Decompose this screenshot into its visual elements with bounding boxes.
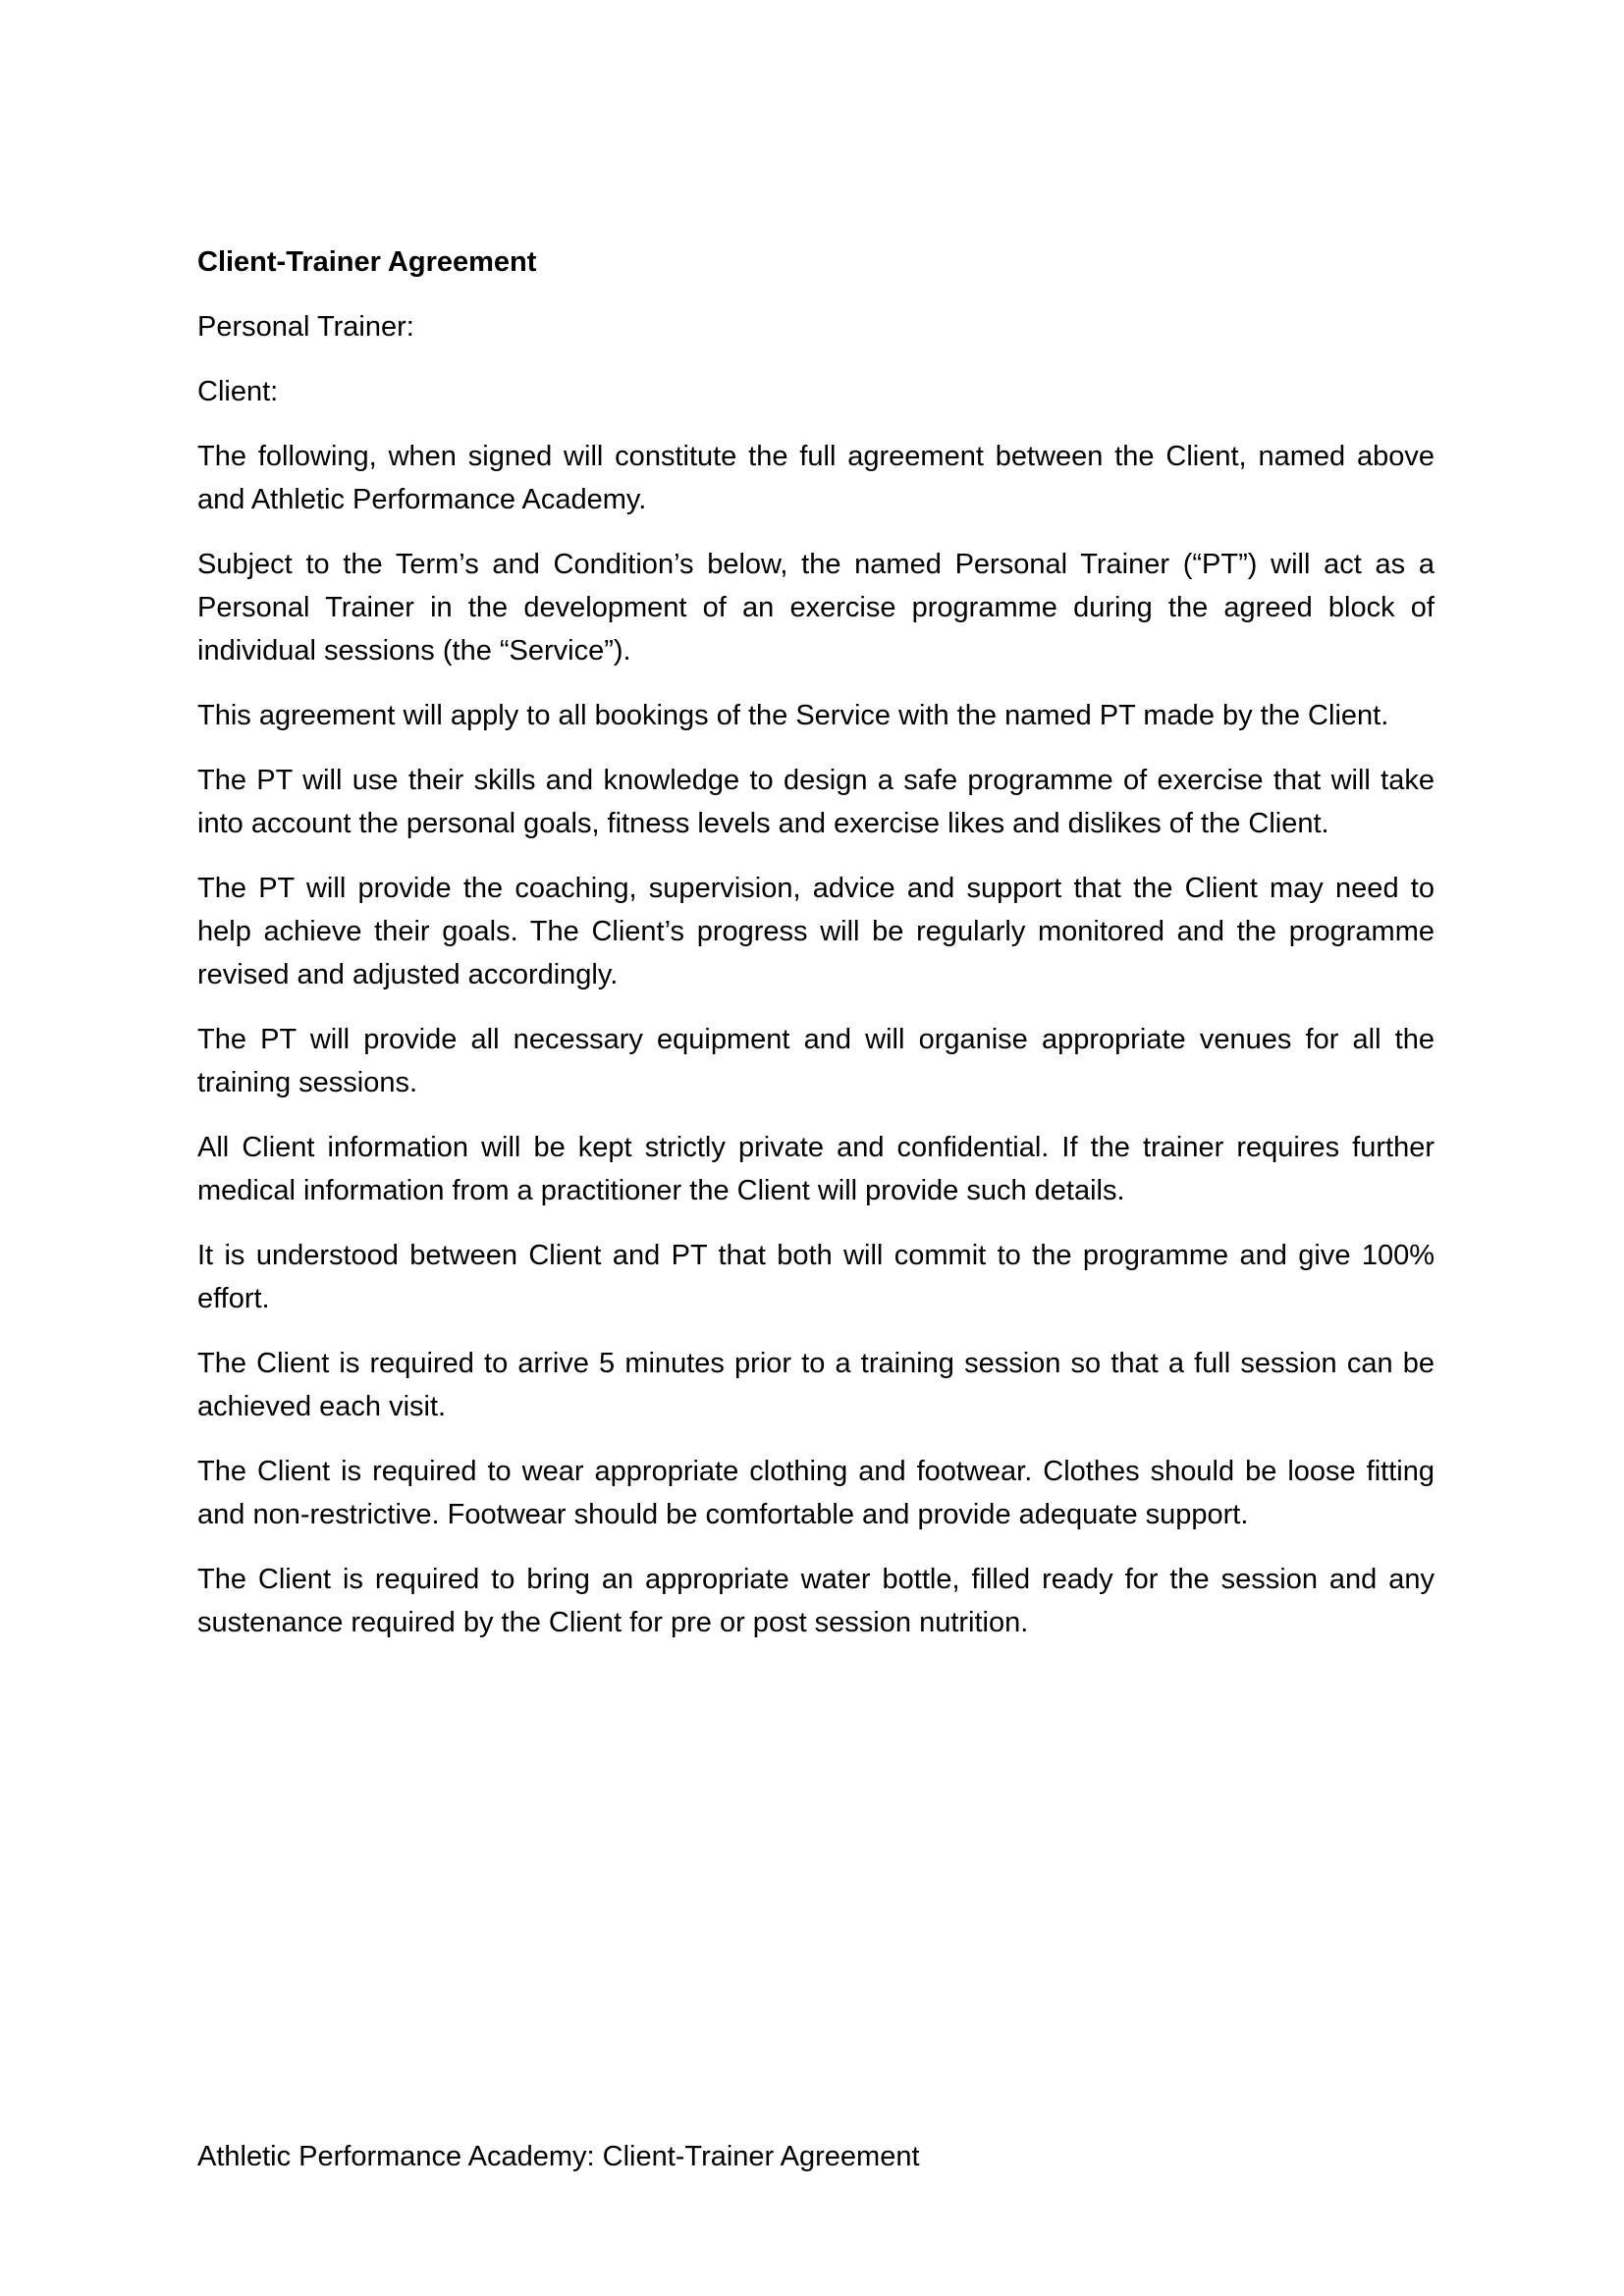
paragraph-programme-design: The PT will use their skills and knowledge to design a safe programme of exercise that will take into account the personal goals, fitness levels and exercise likes and dislikes of the Client. <box>197 765 1435 839</box>
paragraph-agreement-intro: The following, when signed will constitute the full agreement between the Client, named above and Athletic Performance Academy. <box>197 441 1435 515</box>
paragraph-equipment-venues: The PT will provide all necessary equipment and will organise appropriate venues for all the training sessions. <box>197 1024 1435 1098</box>
paragraph-commitment: It is understood between Client and PT that both will commit to the programme and give 100% effort. <box>197 1240 1435 1314</box>
personal-trainer-label: Personal Trainer: <box>197 311 414 343</box>
paragraph-service-definition: Subject to the Term’s and Condition’s below, the named Personal Trainer (“PT”) will act as a Personal Trainer in the development of an exercise programme during the agreed block of individual sessions (the “Service”). <box>197 549 1435 667</box>
paragraph-arrival-time: The Client is required to arrive 5 minutes prior to a training session so that a full session can be achieved each visit. <box>197 1348 1435 1422</box>
page-footer: Athletic Performance Academy: Client-Trainer Agreement <box>197 2141 920 2172</box>
client-label: Client: <box>197 376 279 407</box>
paragraph-confidentiality: All Client information will be kept strictly private and confidential. If the trainer requires further medical information from a practitioner the Client will provide such details. <box>197 1132 1435 1206</box>
paragraph-clothing-footwear: The Client is required to wear appropriate clothing and footwear. Clothes should be loose fitting and non-restrictive. Footwear should be comfortable and provide adequate support. <box>197 1456 1435 1530</box>
document-body <box>197 240 1435 1666</box>
paragraph-water-nutrition: The Client is required to bring an appropriate water bottle, filled ready for the session and any sustenance required by the Client for pre or post session nutrition. <box>197 1564 1435 1638</box>
paragraph-bookings-scope: This agreement will apply to all bookings of the Service with the named PT made by the Client. <box>197 700 1389 731</box>
paragraph-coaching-support: The PT will provide the coaching, supervision, advice and support that the Client may need to help achieve their goals. The Client’s progress will be regularly monitored and the programme revised and adjusted accordingly. <box>197 873 1435 990</box>
document-title: Client-Trainer Agreement <box>197 246 537 278</box>
